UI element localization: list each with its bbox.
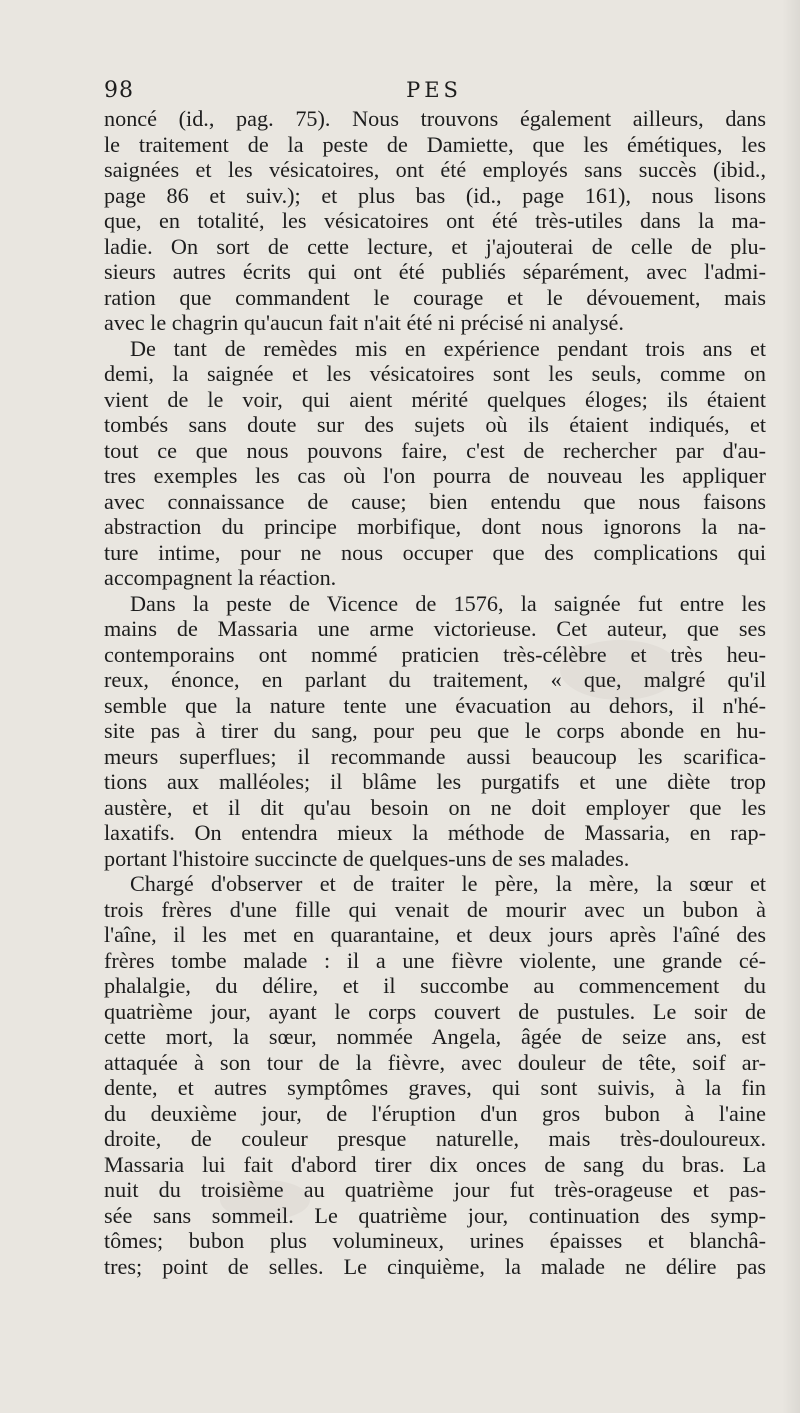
text-line: laxatifs. On entendra mieux la méthode de Massaria, en rap- xyxy=(104,820,766,845)
text-line: phalalgie, du délire, et il succombe au commencement du xyxy=(104,973,766,998)
text-line: tombés sans doute sur des sujets où ils étaient indiqués, et xyxy=(104,412,766,437)
text-line: trois frères d'une fille qui venait de mourir avec un bubon à xyxy=(104,896,766,922)
page-edge-shadow xyxy=(782,0,800,1413)
text-line: abstraction du principe morbifique, dont nous ignorons la na- xyxy=(104,514,766,539)
text-line: meurs superflues; il recommande aussi beaucoup les scarifica- xyxy=(104,743,766,769)
text-line: semble que la nature tente une évacuation au dehors, il n'hé- xyxy=(104,692,766,718)
text-line: Dans la peste de Vicence de 1576, la saignée fut entre les xyxy=(130,590,766,616)
running-head: PES xyxy=(406,78,462,102)
text-line: vient de le voir, qui aient mérité quelques éloges; ils étaient xyxy=(104,386,766,412)
text-line: du deuxième jour, de l'éruption d'un gros bubon à l'aine xyxy=(104,1100,766,1126)
text-line: tômes; bubon plus volumineux, urines épaisses et blanchâ- xyxy=(104,1228,766,1253)
text-line: nuit du troisième au quatrième jour fut très-orageuse et pas- xyxy=(104,1177,766,1202)
text-line: mains de Massaria une arme victorieuse. Cet auteur, que ses xyxy=(104,616,766,641)
page-number: 98 xyxy=(104,78,134,103)
text-line: quatrième jour, ayant le corps couvert de pustules. Le soir de xyxy=(104,998,766,1024)
text-line: le traitement de la peste de Damiette, que les émétiques, les xyxy=(104,131,766,157)
text-line: De tant de remèdes mis en expérience pendant trois ans et xyxy=(130,335,766,361)
text-line: sieurs autres écrits qui ont été publiés séparément, avec l'admi- xyxy=(104,259,766,284)
text-line: avec connaissance de cause; bien entendu que nous faisons xyxy=(104,488,766,514)
text-line: tres exemples les cas où l'on pourra de nouveau les appliquer xyxy=(104,463,766,488)
text-line: tres; point de selles. Le cinquième, la malade ne délire pas xyxy=(104,1253,766,1279)
text-line: Massaria lui fait d'abord tirer dix onces de sang du bras. La xyxy=(104,1151,766,1177)
text-line: l'aîne, il les met en quarantaine, et deux jours après l'aîné des xyxy=(104,922,766,947)
text-line: site pas à tirer du sang, pour peu que le corps abonde en hu- xyxy=(104,718,766,743)
text-line: ture intime, pour ne nous occuper que des complications qui xyxy=(104,539,766,565)
text-line: que, en totalité, les vésicatoires ont été très-utiles dans la ma- xyxy=(104,208,766,233)
text-line: tout ce que nous pouvons faire, c'est de rechercher par d'au- xyxy=(104,437,766,463)
text-line: cette mort, la sœur, nommée Angela, âgée de seize ans, est xyxy=(104,1024,766,1049)
text-line: dente, et autres symptômes graves, qui sont suivis, à la fin xyxy=(104,1075,766,1100)
text-line: noncé (id., pag. 75). Nous trouvons également ailleurs, dans xyxy=(104,106,766,131)
text-line: frères tombe malade : il a une fièvre violente, une grande cé- xyxy=(104,947,766,973)
text-line: demi, la saignée et les vésicatoires sont les seuls, comme on xyxy=(104,361,766,386)
page-header xyxy=(104,78,764,108)
text-line: page 86 et suiv.); et plus bas (id., page 161), nous lisons xyxy=(104,182,766,208)
text-line: austère, et il dit qu'au besoin on ne doit employer que les xyxy=(104,794,766,820)
text-line: Chargé d'observer et de traiter le père, la mère, la sœur et xyxy=(130,871,766,896)
text-line: tions aux malléoles; il blâme les purgatifs et une diète trop xyxy=(104,769,766,794)
text-line: attaquée à son tour de la fièvre, avec douleur de tête, soif ar- xyxy=(104,1049,766,1075)
text-body xyxy=(104,106,766,1279)
text-line: ladie. On sort de cette lecture, et j'ajouterai de celle de plu- xyxy=(104,233,766,259)
text-line: saignées et les vésicatoires, ont été employés sans succès (ibid., xyxy=(104,157,766,182)
text-line: ration que commandent le courage et le dévouement, mais xyxy=(104,284,766,310)
text-line: sée sans sommeil. Le quatrième jour, continuation des symp- xyxy=(104,1202,766,1228)
text-line: reux, énonce, en parlant du traitement, « que, malgré qu'il xyxy=(104,667,766,692)
text-line: avec le chagrin qu'aucun fait n'ait été ni précisé ni analysé. xyxy=(104,310,624,335)
text-line: contemporains ont nommé praticien très-célèbre et très heu- xyxy=(104,641,766,667)
text-line: droite, de couleur presque naturelle, mais très-douloureux. xyxy=(104,1126,766,1151)
text-line: accompagnent la réaction. xyxy=(104,565,337,590)
text-line: portant l'histoire succincte de quelques-uns de ses malades. xyxy=(104,845,630,871)
